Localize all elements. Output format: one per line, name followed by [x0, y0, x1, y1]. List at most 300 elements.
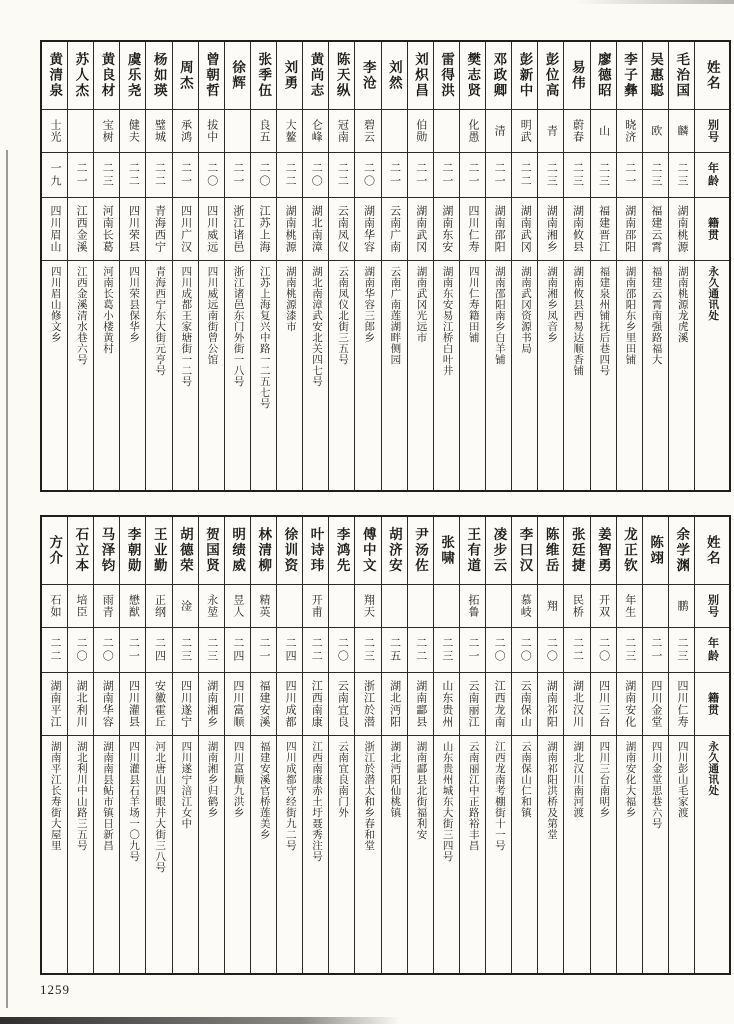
person-column [276, 42, 302, 490]
person-native-place-cell [329, 673, 354, 736]
person-native-place: 湖南邵阳 [493, 205, 506, 253]
person-name: 明绩威 [230, 527, 246, 574]
person-name: 凌步云 [491, 527, 507, 574]
person-byname-cell [434, 110, 459, 153]
person-address-cell [68, 261, 93, 490]
person-age: 二〇 [257, 162, 270, 188]
person-byname-cell [355, 110, 380, 153]
person-address-cell [146, 736, 171, 973]
person-name-cell [355, 42, 380, 110]
person-name: 彭新中 [517, 52, 533, 99]
person-native-place: 四川灌县 [127, 680, 140, 728]
person-native-place-cell [460, 198, 485, 261]
person-byname-cell [173, 585, 198, 628]
person-name: 张季伍 [256, 52, 272, 99]
person-name: 李子彝 [621, 52, 637, 99]
person-address-cell [251, 261, 276, 490]
person-column [381, 517, 407, 973]
person-address-cell [538, 261, 563, 490]
person-age: 二三 [675, 162, 688, 188]
person-native-place-cell [68, 198, 93, 261]
person-address: 湖北沔阳仙桃镇 [389, 741, 401, 818]
person-native-place: 四川眉山 [48, 205, 61, 253]
person-byname-cell [460, 110, 485, 153]
person-name-cell [538, 517, 563, 585]
person-age: 二二 [336, 162, 349, 188]
person-age-cell [173, 153, 198, 198]
person-address-cell [94, 261, 119, 490]
person-address-cell [669, 736, 694, 973]
person-name: 徐辉 [230, 60, 246, 91]
person-address: 湖南攸县西易达顺香铺 [572, 266, 584, 376]
person-name-cell [173, 517, 198, 585]
person-name-cell [199, 42, 224, 110]
person-column [302, 42, 328, 490]
person-native-place: 云南凤仪 [336, 205, 349, 253]
person-address-cell [173, 736, 198, 973]
person-name: 周杰 [177, 60, 193, 91]
person-age: 二一 [257, 637, 270, 663]
person-name-cell [120, 42, 145, 110]
person-native-place: 四川仁寿 [675, 680, 688, 728]
person-name: 彭位高 [543, 52, 559, 99]
person-column [668, 42, 694, 490]
person-age: 二〇 [336, 637, 349, 663]
person-age-cell [486, 153, 511, 198]
person-age-cell [94, 628, 119, 673]
person-address: 四川眉山修文乡 [49, 266, 61, 343]
person-age: 二三 [179, 637, 192, 663]
person-address: 云南保山仁和镇 [519, 741, 531, 818]
person-address-cell [564, 736, 589, 973]
person-native-place-cell [355, 673, 380, 736]
person-native-place-cell [643, 673, 668, 736]
person-name: 李沧 [360, 60, 376, 91]
person-name-cell [146, 42, 171, 110]
person-age-cell [199, 153, 224, 198]
person-byname-cell [591, 585, 616, 628]
column-header-name: 姓名 [704, 535, 720, 566]
person-name-cell [434, 42, 459, 110]
person-native-place-cell [408, 198, 433, 261]
person-address: 河北唐山四眼井大街三八号 [154, 741, 166, 873]
person-name-cell [382, 517, 407, 585]
person-age-cell [591, 628, 616, 673]
person-native-place: 湖南华容 [362, 205, 375, 253]
person-column [145, 42, 171, 490]
person-byname-cell [68, 585, 93, 628]
person-native-place: 湖南华容 [101, 680, 114, 728]
person-address: 湖南湘乡归鹤乡 [206, 741, 218, 818]
column-header-byname-cell [695, 110, 729, 153]
person-name: 易伟 [569, 60, 585, 91]
person-name-cell [68, 517, 93, 585]
person-native-place: 四川威远 [205, 205, 218, 253]
person-name: 邓政卿 [491, 52, 507, 99]
person-name-cell [669, 517, 694, 585]
person-age-cell [564, 153, 589, 198]
person-column [433, 517, 459, 973]
person-address-cell [68, 736, 93, 973]
person-byname-cell [669, 585, 694, 628]
person-age-cell [382, 628, 407, 673]
person-age: 二二 [284, 162, 297, 188]
person-address: 云南广南莲湖畔侧园 [389, 266, 401, 365]
person-byname: 雨青 [101, 594, 114, 618]
person-byname: 翔 [545, 600, 558, 612]
person-byname: 山 [597, 125, 610, 137]
person-native-place-cell [486, 198, 511, 261]
person-name: 贺国贤 [203, 527, 219, 574]
person-address-cell [277, 261, 302, 490]
person-native-place: 湖南桃源 [284, 205, 297, 253]
person-native-place-cell [303, 198, 328, 261]
person-name: 张啸 [439, 535, 455, 566]
person-name: 杨如瑛 [151, 52, 167, 99]
person-native-place-cell [564, 673, 589, 736]
person-native-place: 云南广南 [388, 205, 401, 253]
person-age-cell [251, 628, 276, 673]
person-column [485, 42, 511, 490]
person-age: 二三 [205, 637, 218, 663]
person-byname-cell [460, 585, 485, 628]
person-name: 陈维岳 [543, 527, 559, 574]
person-column [459, 517, 485, 973]
person-name-cell [199, 517, 224, 585]
person-address-cell [617, 736, 642, 973]
person-name-cell [120, 517, 145, 585]
person-name-cell [329, 517, 354, 585]
person-age-cell [251, 153, 276, 198]
person-age-cell [538, 628, 563, 673]
person-column [328, 42, 354, 490]
person-address: 湖南祁阳洪桥及第堂 [546, 741, 558, 840]
person-age-cell [564, 628, 589, 673]
person-address-cell [538, 736, 563, 973]
person-address: 湖南华容三郎乡 [363, 266, 375, 343]
person-byname-cell [538, 110, 563, 153]
person-byname-cell [382, 585, 407, 628]
person-column [354, 517, 380, 973]
person-name: 李鸿先 [334, 527, 350, 574]
person-age-cell [146, 628, 171, 673]
column-header-name-cell [695, 42, 729, 110]
person-column [537, 42, 563, 490]
person-name: 廖德昭 [595, 52, 611, 99]
person-native-place: 湖南湘乡 [545, 205, 558, 253]
person-name-cell [303, 517, 328, 585]
person-address: 青海西宁东大街元亨号 [154, 266, 166, 376]
person-byname-cell [42, 110, 67, 153]
person-age: 二二 [127, 162, 140, 188]
person-address-cell [512, 736, 537, 973]
column-header-native: 籍贯 [706, 217, 719, 241]
person-native-place: 湖南祁阳 [545, 680, 558, 728]
person-address: 湖南邵阳东乡里田铺 [624, 266, 636, 365]
person-address-cell [173, 261, 198, 490]
person-byname: 民桥 [571, 594, 584, 618]
person-address: 浙江於潜太和乡春和堂 [363, 741, 375, 851]
person-age-cell [329, 153, 354, 198]
person-native-place: 湖南平江 [48, 680, 61, 728]
person-address: 山东贵州城东大街三四号 [441, 741, 453, 862]
person-native-place: 四川成都 [284, 680, 297, 728]
person-byname: 健夫 [127, 119, 140, 143]
person-address: 四川成都王家塘街一二号 [180, 266, 192, 387]
person-native-place: 云南保山 [519, 680, 532, 728]
person-native-place-cell [42, 198, 67, 261]
column-header-byname-cell [695, 585, 729, 628]
person-age-cell [42, 153, 67, 198]
person-native-place: 湖南武冈 [519, 205, 532, 253]
person-native-place: 福建安溪 [257, 680, 270, 728]
column-header-native: 籍贯 [706, 692, 719, 716]
person-age: 二一 [623, 162, 636, 188]
person-address: 河南长葛小楼黄村 [101, 266, 113, 354]
person-age-cell [434, 628, 459, 673]
column-header-name-cell [695, 517, 729, 585]
person-native-place: 湖南桃源 [675, 205, 688, 253]
person-name: 马泽钧 [99, 527, 115, 574]
person-native-place-cell [146, 198, 171, 261]
person-native-place: 湖北利川 [75, 680, 88, 728]
person-column [590, 517, 616, 973]
person-byname: 青 [545, 125, 558, 137]
person-column [276, 517, 302, 973]
person-age: 二一 [649, 637, 662, 663]
person-native-place-cell [199, 673, 224, 736]
person-name-cell [94, 42, 119, 110]
person-name-cell [669, 42, 694, 110]
person-name: 王业勤 [151, 527, 167, 574]
person-address-cell [669, 261, 694, 490]
person-address: 江西龙南考棚街十一号 [493, 741, 505, 851]
person-native-place-cell [199, 198, 224, 261]
person-native-place: 湖南湘乡 [205, 680, 218, 728]
person-byname: 年生 [623, 594, 636, 618]
person-native-place: 四川仁寿 [466, 205, 479, 253]
person-native-place-cell [355, 198, 380, 261]
person-byname: 懋猷 [127, 594, 140, 618]
person-name: 方介 [47, 535, 63, 566]
person-name-cell [617, 42, 642, 110]
person-native-place: 湖南东安 [440, 205, 453, 253]
person-name-cell [225, 42, 250, 110]
person-byname-cell [225, 110, 250, 153]
person-age: 二〇 [101, 637, 114, 663]
person-name: 吴惠聪 [648, 52, 664, 99]
person-column [67, 517, 93, 973]
person-age-cell [329, 628, 354, 673]
person-age: 二〇 [545, 637, 558, 663]
person-native-place-cell [512, 198, 537, 261]
person-age-cell [643, 628, 668, 673]
person-address-cell [408, 736, 433, 973]
person-column [511, 517, 537, 973]
person-native-place-cell [225, 198, 250, 261]
page-number: 1259 [40, 982, 70, 997]
person-address-cell [643, 736, 668, 973]
person-age: 二三 [623, 637, 636, 663]
person-address-cell [408, 261, 433, 490]
person-native-place: 云南丽江 [466, 680, 479, 728]
person-byname: 慕岐 [519, 594, 532, 618]
person-name: 龙正钦 [621, 527, 637, 574]
person-native-place: 湖北沔阳 [388, 680, 401, 728]
person-byname: 蔚春 [571, 119, 584, 143]
person-age: 二四 [153, 637, 166, 663]
person-address-cell [382, 261, 407, 490]
person-age: 二一 [127, 637, 140, 663]
person-byname-cell [329, 110, 354, 153]
person-name-cell [460, 517, 485, 585]
person-address: 浙江诸邑东门外街一八号 [232, 266, 244, 387]
person-native-place-cell [434, 673, 459, 736]
person-address: 湖南桃源漆市 [284, 266, 296, 332]
person-address-cell [42, 736, 67, 973]
person-native-place: 云南宜良 [336, 680, 349, 728]
person-address-cell [120, 261, 145, 490]
person-address-cell [355, 261, 380, 490]
person-age-cell [408, 153, 433, 198]
person-address: 云南凤仪北街三五号 [337, 266, 349, 365]
person-native-place-cell [68, 673, 93, 736]
person-column [616, 517, 642, 973]
person-address-cell [434, 261, 459, 490]
directory-table-top [40, 40, 731, 492]
person-native-place: 福建云霄 [649, 205, 662, 253]
person-age-cell [225, 628, 250, 673]
person-address: 福建云霄南强路福大 [650, 266, 662, 365]
person-native-place-cell [643, 198, 668, 261]
person-name-cell [538, 42, 563, 110]
person-name: 王有道 [465, 527, 481, 574]
person-column [563, 42, 589, 490]
person-address: 四川金堂思巷六号 [650, 741, 662, 829]
person-native-place-cell [94, 198, 119, 261]
person-native-place: 四川三台 [597, 680, 610, 728]
person-column [407, 517, 433, 973]
person-byname-cell [199, 110, 224, 153]
person-name: 雷得洪 [439, 52, 455, 99]
person-age-cell [68, 153, 93, 198]
person-byname-cell [277, 110, 302, 153]
person-native-place: 四川遂宁 [179, 680, 192, 728]
person-byname: 碧云 [362, 119, 375, 143]
person-address-cell [434, 736, 459, 973]
person-age: 二一 [231, 162, 244, 188]
person-name-cell [277, 517, 302, 585]
person-byname: 精英 [257, 594, 270, 618]
person-age: 二三 [362, 637, 375, 663]
person-column [198, 517, 224, 973]
person-name-cell [42, 42, 67, 110]
person-address-cell [512, 261, 537, 490]
person-age-cell [355, 153, 380, 198]
person-native-place: 湖南武冈 [414, 205, 427, 253]
column-header-age-cell [695, 153, 729, 198]
person-byname: 翔天 [362, 594, 375, 618]
person-native-place-cell [617, 198, 642, 261]
person-column [433, 42, 459, 490]
person-name-cell [355, 517, 380, 585]
person-column [250, 42, 276, 490]
person-column [590, 42, 616, 490]
person-age: 二〇 [310, 162, 323, 188]
person-column [119, 517, 145, 973]
person-age: 二四 [231, 637, 244, 663]
person-column [642, 42, 668, 490]
person-column [198, 42, 224, 490]
column-header-byname: 别号 [706, 594, 719, 618]
column-header-address: 永久通讯处 [707, 741, 719, 796]
person-age-cell [591, 153, 616, 198]
person-native-place-cell [669, 198, 694, 261]
person-address-cell [42, 261, 67, 490]
header-column [694, 517, 729, 973]
person-column [616, 42, 642, 490]
person-address: 湖南平江长寿街大屋里 [49, 741, 61, 851]
person-native-place-cell [382, 673, 407, 736]
scan-artifact-bottom-edge [0, 1017, 400, 1024]
person-byname-cell [564, 110, 589, 153]
person-byname-cell [251, 110, 276, 153]
person-byname: 麟 [675, 125, 688, 137]
person-address: 江西南康赤土圩聂秀注号 [310, 741, 322, 862]
person-native-place-cell [538, 198, 563, 261]
person-byname: 伯勋 [414, 119, 427, 143]
person-address: 江西金溪清水巷六号 [75, 266, 87, 365]
person-age: 二〇 [75, 637, 88, 663]
person-address-cell [617, 261, 642, 490]
person-byname-cell [408, 110, 433, 153]
person-byname: 冠南 [336, 119, 349, 143]
person-column [42, 517, 67, 973]
person-address-cell [303, 736, 328, 973]
person-age: 二一 [75, 162, 88, 188]
person-age: 二一 [493, 162, 506, 188]
person-address: 四川富顺九洪乡 [232, 741, 244, 818]
person-byname: 士光 [48, 119, 61, 143]
person-column [668, 517, 694, 973]
person-name: 李曰汉 [517, 527, 533, 574]
person-age-cell [617, 628, 642, 673]
person-age: 二一 [179, 162, 192, 188]
person-age: 二三 [440, 637, 453, 663]
person-age-cell [42, 628, 67, 673]
person-age-cell [173, 628, 198, 673]
person-byname: 良五 [257, 119, 270, 143]
person-byname: 欧 [649, 125, 662, 137]
person-byname-cell [617, 110, 642, 153]
person-byname-cell [42, 585, 67, 628]
person-name: 李朝勋 [125, 527, 141, 574]
person-byname: 大鳌 [284, 119, 297, 143]
person-address: 云南丽江中正路裕丰昌 [467, 741, 479, 851]
person-name-cell [591, 42, 616, 110]
person-name: 胡济安 [386, 527, 402, 574]
person-byname-cell [173, 110, 198, 153]
person-column [93, 517, 119, 973]
person-age-cell [512, 153, 537, 198]
person-address: 湖北汉川南河渡 [572, 741, 584, 818]
person-name: 黄清泉 [47, 52, 63, 99]
person-address: 四川遂宁涪江女中 [180, 741, 192, 829]
person-byname: 鹏 [675, 600, 688, 612]
person-column [511, 42, 537, 490]
person-byname-cell [382, 110, 407, 153]
person-address: 四川仁寿籍田铺 [467, 266, 479, 343]
